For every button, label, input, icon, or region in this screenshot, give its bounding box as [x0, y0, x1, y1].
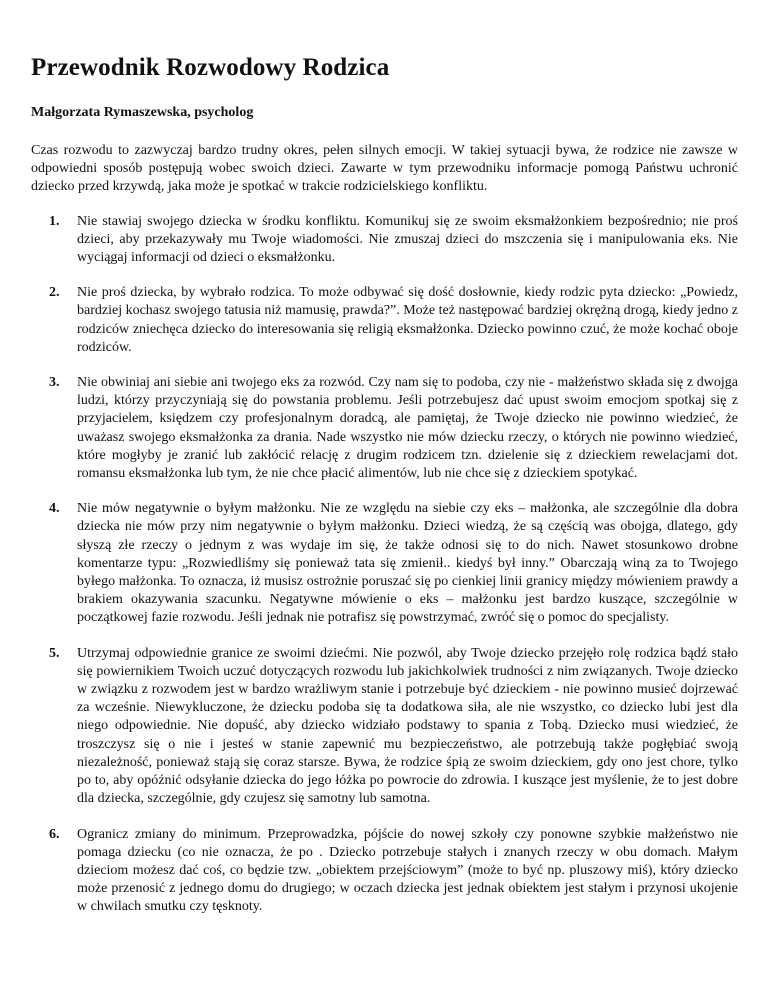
list-item	[31, 213, 738, 268]
list-item	[31, 826, 738, 917]
list-item	[31, 500, 738, 627]
item-number: 3.	[49, 375, 60, 391]
item-text: Nie mów negatywnie o byłym małżonku. Nie ze względu na siebie czy eks – małżonka, ale szczególnie dla dobra dziecka nie mów przy nim negatywnie o byłym małżonku. Dzieci wiedzą, że są częścią was obojga, dlatego, gdy słyszą złe rzeczy o jednym z was wydaje im się, że także odnosi się to do nich. Nawet stosunkowo drobne komentarze typu: „Rozwiedliśmy się ponieważ tata się zmienił.. kiedyś był inny.” Obarczają winą za to Twojego byłego małżonka. To oznacza, iż musisz ostrożnie poruszać się po cienkiej linii granicy między mówieniem prawdy a brakiem okazywania szacunku. Negatywne mówienie o eks – małżonku jest bardzo kuszące, szczególnie w początkowej fazie rozwodu. Jeśli jednak nie potrafisz się powstrzymać, zwróć się o pomoc do specjalisty.	[77, 501, 738, 626]
list-item	[31, 374, 738, 483]
item-number: 1.	[49, 213, 60, 229]
document-author: Małgorzata Rymaszewska, psycholog	[31, 105, 254, 120]
list-item	[31, 645, 738, 809]
item-number: 4.	[49, 501, 60, 517]
list-item	[31, 284, 738, 357]
document-page	[31, 52, 738, 934]
item-number: 2.	[49, 285, 60, 301]
item-text: Nie proś dziecka, by wybrało rodzica. To może odbywać się dość dosłownie, kiedy rodzic pyta dziecko: „Powiedz, bardziej kochasz swojego tatusia niż mamusię, prawda?”. Może też następować bardziej okrężną drogą, kiedy jedno z rodziców zniechęca dziecko do interesowania się religią eksmałżonka. Dziecko powinno czuć, że może kochać oboje rodziców.	[77, 285, 738, 355]
item-text: Nie obwiniaj ani siebie ani twojego eks za rozwód. Czy nam się to podoba, czy nie - małżeństwo składa się z dwojga ludzi, którzy przyczyniają się do powstania problemu. Jeśli potrzebujesz dać upust swoim emocjom spotkaj się z przyjacielem, księdzem czy profesjonalnym doradcą, ale pamiętaj, że Twoje dziecko nie powinno wiedzieć, że uważasz swojego eksmałżonka za drania. Nade wszystko nie mów dziecku rzeczy, o których nie powinno wiedzieć, które mogłyby je zranić lub zakłócić relację z drugim rodzicem tzn. dzielenie się z dzieckiem rewelacjami dot. romansu eksmałżonka lub tym, że nie chce płacić alimentów, lub nie chce się z dzieckiem spotykać.	[77, 375, 738, 482]
document-title: Przewodnik Rozwodowy Rodzica	[31, 54, 390, 81]
item-number: 6.	[49, 826, 60, 842]
item-text: Ogranicz zmiany do minimum. Przeprowadzka, pójście do nowej szkoły czy ponowne szybkie małżeństwo nie pomaga dziecku (co nie oznacza, że po . Dziecko potrzebuje stałych i znanych rzeczy w obu domach. Małym dzieciom możesz dać coś, co będzie tzw. „obiektem przejściowym” (może to być np. pluszowy miś), który dziecko może przenosić z jednego domu do drugiego; w oczach dziecka jest jednak obiektem jest stałym i przynosi ukojenie w chwilach smutku czy tęsknoty.	[77, 826, 738, 915]
guidelines-list	[31, 213, 738, 917]
item-number: 5.	[49, 645, 60, 661]
item-text: Nie stawiaj swojego dziecka w środku konfliktu. Komunikuj się ze swoim eksmałżonkiem bezpośrednio; nie proś dzieci, aby przekazywały mu Twoje wiadomości. Nie zmuszaj dzieci do mszczenia się i manipulowania eks. Nie wyciągaj informacji od dzieci o eksmałżonku.	[77, 213, 738, 266]
item-text: Utrzymaj odpowiednie granice ze swoimi dziećmi. Nie pozwól, aby Twoje dziecko przejęło rolę rodzica bądź stało się powiernikiem Twoich uczuć dotyczących rozwodu lub jakichkolwiek trudności z nim związanych. Twoje dziecko w związku z rozwodem jest w bardzo wrażliwym stanie i potrzebuje być dzieckiem - nie powinno musieć dojrzewać za wcześnie. Niewykluczone, że dziecku podoba się ta dodatkowa siła, ale nie wszystko, co dziecko lubi jest dla niego odpowiednie. Nie dopuść, aby dziecko widziało podstawy to spania z Tobą. Dziecko musi wiedzieć, że troszczysz się o nie i jesteś w stanie zapewnić mu bezpieczeństwo, ale potrzebują także pogłębiać swoją niezależność, ponieważ stają się coraz starsze. Bywa, że rodzice śpią ze swoim dzieckiem, gdy ono jest chore, tylko po to, aby opóźnić odsyłanie dziecka do jego łóżka po powrocie do zdrowia. I kuszące jest myślenie, że to jest dobre dla dziecka, szczególnie, gdy czujesz się samotny lub samotna.	[77, 645, 738, 807]
intro-paragraph: Czas rozwodu to zazwyczaj bardzo trudny okres, pełen silnych emocji. W takiej sytuacji bywa, że rodzice nie zawsze w odpowiedni sposób postępują wobec swoich dzieci. Zawarte w tym przewodniku informacje pomogą Państwu uchronić dziecko przed krzywdą, jaka może je spotkać w trakcie rodzicielskiego konfliktu.	[31, 143, 738, 195]
